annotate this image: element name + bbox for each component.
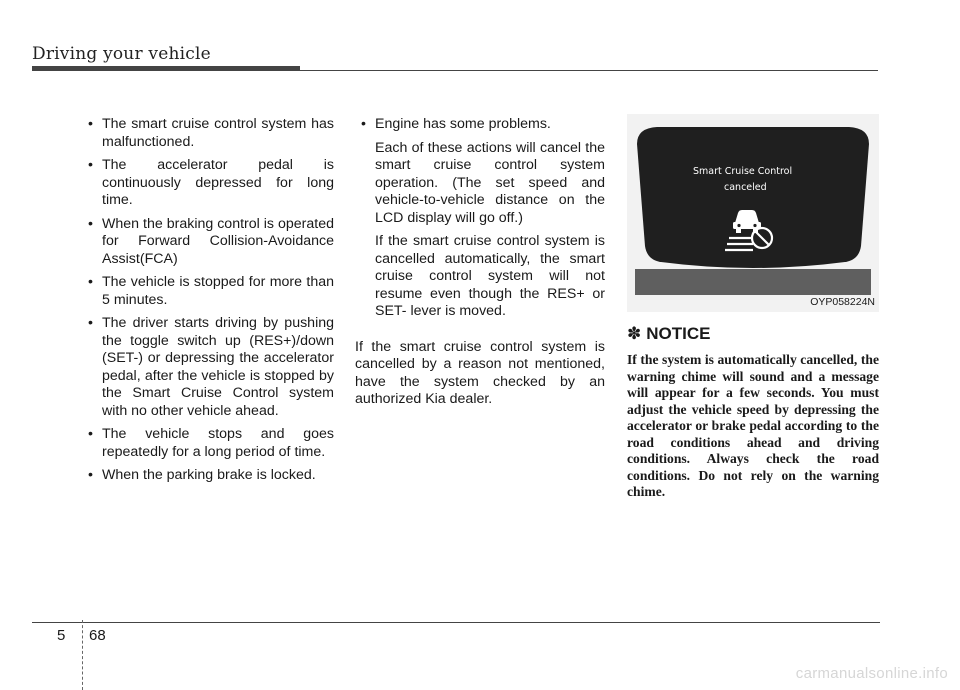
figure-caption: OYP058224N: [810, 296, 875, 308]
auto-cancel-paragraph: If the smart cruise control system is cancelled automatically, the smart cruise control system will not resume even though the RES+ or SET- lever is moved.: [375, 233, 605, 319]
cluster-display-illustration: [627, 114, 879, 312]
display-message-line1: Smart Cruise Control: [693, 166, 793, 177]
notice-mark-icon: ✽: [627, 324, 642, 343]
list-item: • When the parking brake is locked.: [82, 467, 334, 485]
page-number: 68: [89, 627, 106, 644]
list-item: • The vehicle is stopped for more than 5 minutes.: [82, 274, 334, 309]
column-2: [355, 116, 605, 409]
list-item: • The vehicle stops and goes repeatedly for a long period of time.: [82, 426, 334, 461]
list-item: • The driver starts driving by pushing the toggle switch up (RES+)/down (SET-) or depressing the accelerator pedal, after the vehicle is stopped by the Smart Cruise Control system with no other vehicle ahead.: [82, 315, 334, 420]
list-item: • The accelerator pedal is continuously depressed for long time.: [82, 157, 334, 210]
cluster-bezel: [635, 269, 871, 295]
list-item: • The smart cruise control system has malfunctioned.: [82, 116, 334, 151]
watermark: carmanualsonline.info: [795, 665, 948, 682]
list-item: • Engine has some problems.: [355, 116, 605, 134]
lcd-display-panel: [637, 127, 869, 268]
header-rule-thin: [300, 70, 878, 71]
chapter-number: 5: [57, 627, 66, 644]
notice-body: If the system is automatically cancelled, the warning chime will sound and a message will appear for a few seconds. You must adjust the vehicle speed by depressing the accelerator or brake pedal according to the road conditions ahead and driving conditions. Always check the road conditions. Do not rely on the warning chime.: [627, 352, 879, 499]
notice-title: NOTICE: [646, 324, 711, 343]
cancel-conditions-list: [82, 116, 334, 485]
footer-rule: [32, 622, 880, 623]
header-rule-thick: [32, 66, 300, 71]
list-item: • When the braking control is operated for Forward Collision-Avoidance Assist(FCA): [82, 216, 334, 269]
cancel-conditions-list-continued: [355, 116, 605, 134]
footer-divider: [82, 620, 84, 690]
dealer-check-paragraph: If the smart cruise control system is cancelled by a reason not mentioned, have the system checked by an authorized Kia dealer.: [355, 338, 605, 407]
column-1: [82, 116, 334, 491]
cluster-display-figure: [627, 114, 879, 312]
notice-heading: [627, 324, 879, 344]
column-3: [627, 114, 879, 501]
display-message-line2: canceled: [724, 182, 767, 193]
cancel-effect-paragraph: Each of these actions will cancel the smart cruise control system operation. (The set speed and vehicle-to-vehicle distance on the LCD display will go off.): [375, 139, 605, 226]
page-header-title: Driving your vehicle: [32, 44, 211, 64]
